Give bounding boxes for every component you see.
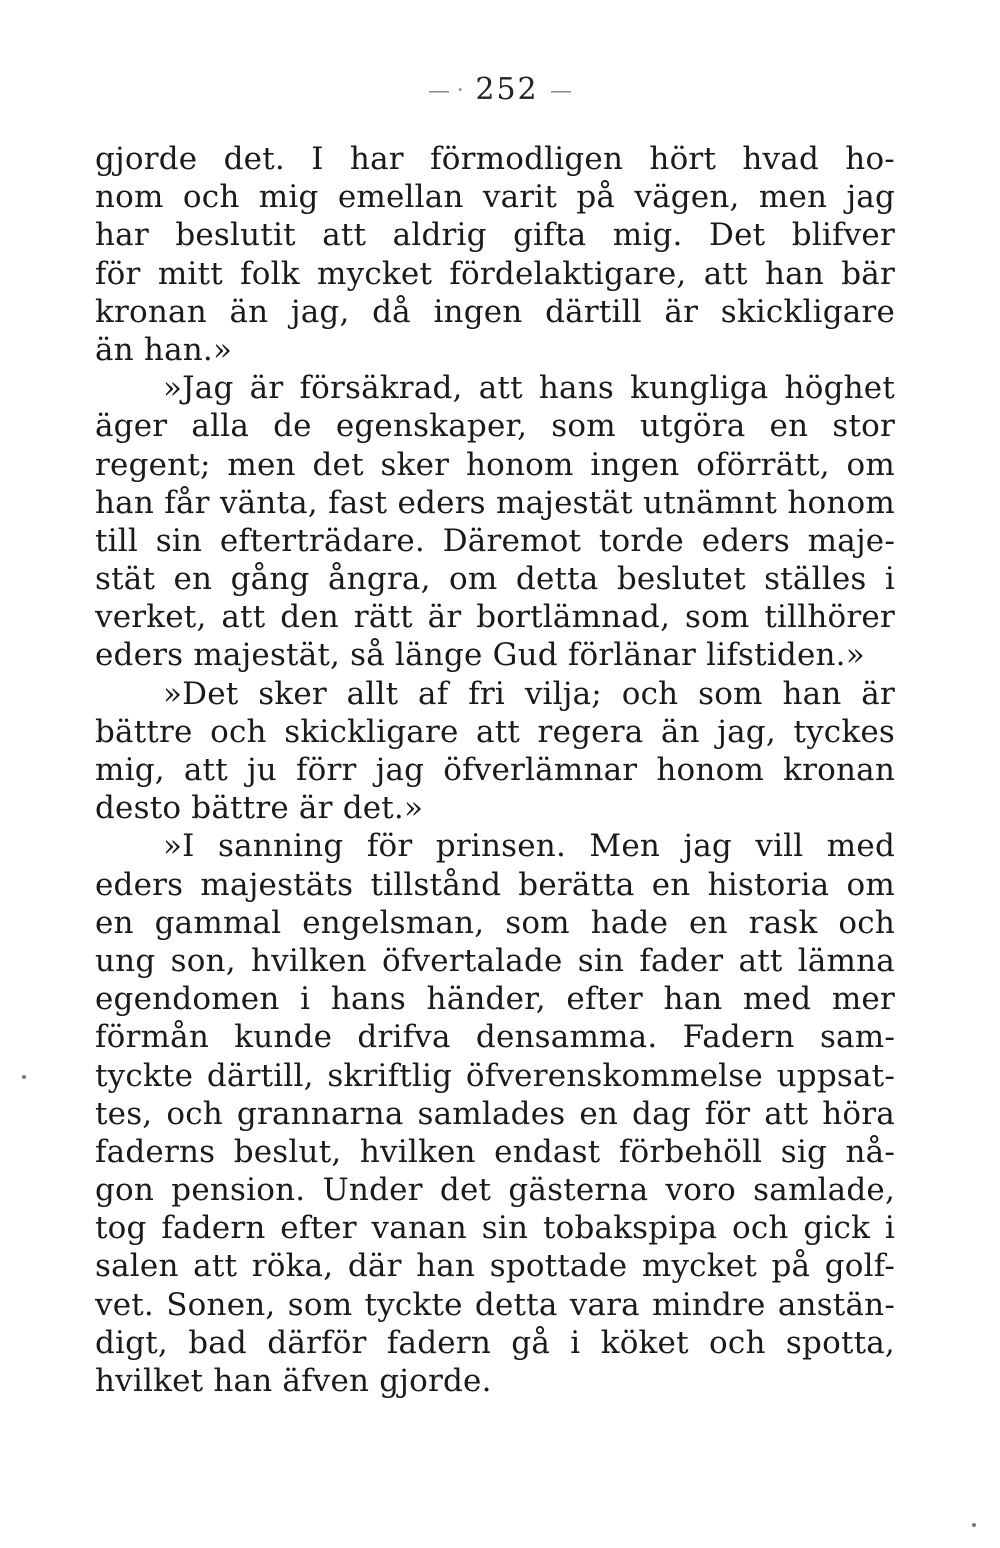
text-line: verket, att den rätt är bortlämnad, som tillhörer xyxy=(95,599,895,636)
paragraph-first-line: »Jag är försäkrad, att hans kungliga höghet xyxy=(163,370,895,407)
paragraph-first-line: »Det sker allt af fri vilja; och som han är xyxy=(163,675,895,712)
paragraph-first-line: »I sanning för prinsen. Men jag vill med xyxy=(163,828,895,865)
text-line: har beslutit att aldrig gifta mig. Det blifver xyxy=(95,217,895,254)
text-line: digt, bad därför fadern gå i köket och spotta, xyxy=(95,1324,895,1361)
text-line: gon pension. Under det gästerna voro samlade, xyxy=(95,1172,895,1209)
text-line: nom och mig emellan varit på vägen, men jag xyxy=(95,179,895,216)
text-line: egendomen i hans händer, efter han med mer xyxy=(95,981,895,1018)
text-line: en gammal engelsman, som hade en rask och xyxy=(95,904,895,941)
text-line: för mitt folk mycket fördelaktigare, att han bär xyxy=(95,255,895,292)
text-line: bättre och skickligare att regera än jag, tyckes xyxy=(95,713,895,750)
text-line: vet. Sonen, som tyckte detta vara mindre anstän- xyxy=(95,1286,895,1323)
text-line: salen att röka, där han spottade mycket på golf- xyxy=(95,1248,895,1285)
text-line: tes, och grannarna samlades en dag för att höra xyxy=(95,1095,895,1132)
text-line: eders majestäts tillstånd berätta en historia om xyxy=(95,866,895,903)
text-line: kronan än jag, då ingen därtill är skickligare xyxy=(95,293,895,330)
scan-speck xyxy=(22,1075,26,1079)
text-line: än han.» xyxy=(95,331,233,368)
text-line: han får vänta, fast eders majestät utnämnt honom xyxy=(95,484,895,521)
page-number-header xyxy=(0,72,1000,107)
text-line: tyckte därtill, skriftlig öfverenskommelse uppsat- xyxy=(95,1057,895,1094)
text-line: gjorde det. I har förmodligen hört hvad ho- xyxy=(95,141,895,177)
text-line: desto bättre är det.» xyxy=(95,790,424,827)
text-line: till sin efterträdare. Däremot torde eders maje- xyxy=(95,522,895,559)
scan-speck xyxy=(972,1523,976,1527)
text-line: ung son, hvilken öfvertalade sin fader att lämna xyxy=(95,942,895,979)
text-line: tog fadern efter vanan sin tobakspipa och gick i xyxy=(95,1210,895,1247)
text-line: faderns beslut, hvilken endast förbehöll sig nå- xyxy=(95,1133,895,1170)
text-line: regent; men det sker honom ingen oförrätt, om xyxy=(95,446,895,483)
page-number: 252 xyxy=(475,72,539,107)
text-line: äger alla de egenskaper, som utgöra en stor xyxy=(95,408,895,445)
body-text xyxy=(95,140,895,1400)
text-line: mig, att ju förr jag öfverlämnar honom kronan xyxy=(95,752,895,788)
text-line: hvilket han äfven gjorde. xyxy=(95,1363,492,1399)
header-dash-left: — · xyxy=(427,78,464,104)
text-line: förmån kunde drifva densamma. Fadern sam- xyxy=(95,1019,895,1056)
text-line: eders majestät, så länge Gud förlänar lifstiden.» xyxy=(95,637,865,674)
text-line: stät en gång ångra, om detta beslutet ställes i xyxy=(95,561,895,598)
header-dash-right: — xyxy=(550,78,573,104)
